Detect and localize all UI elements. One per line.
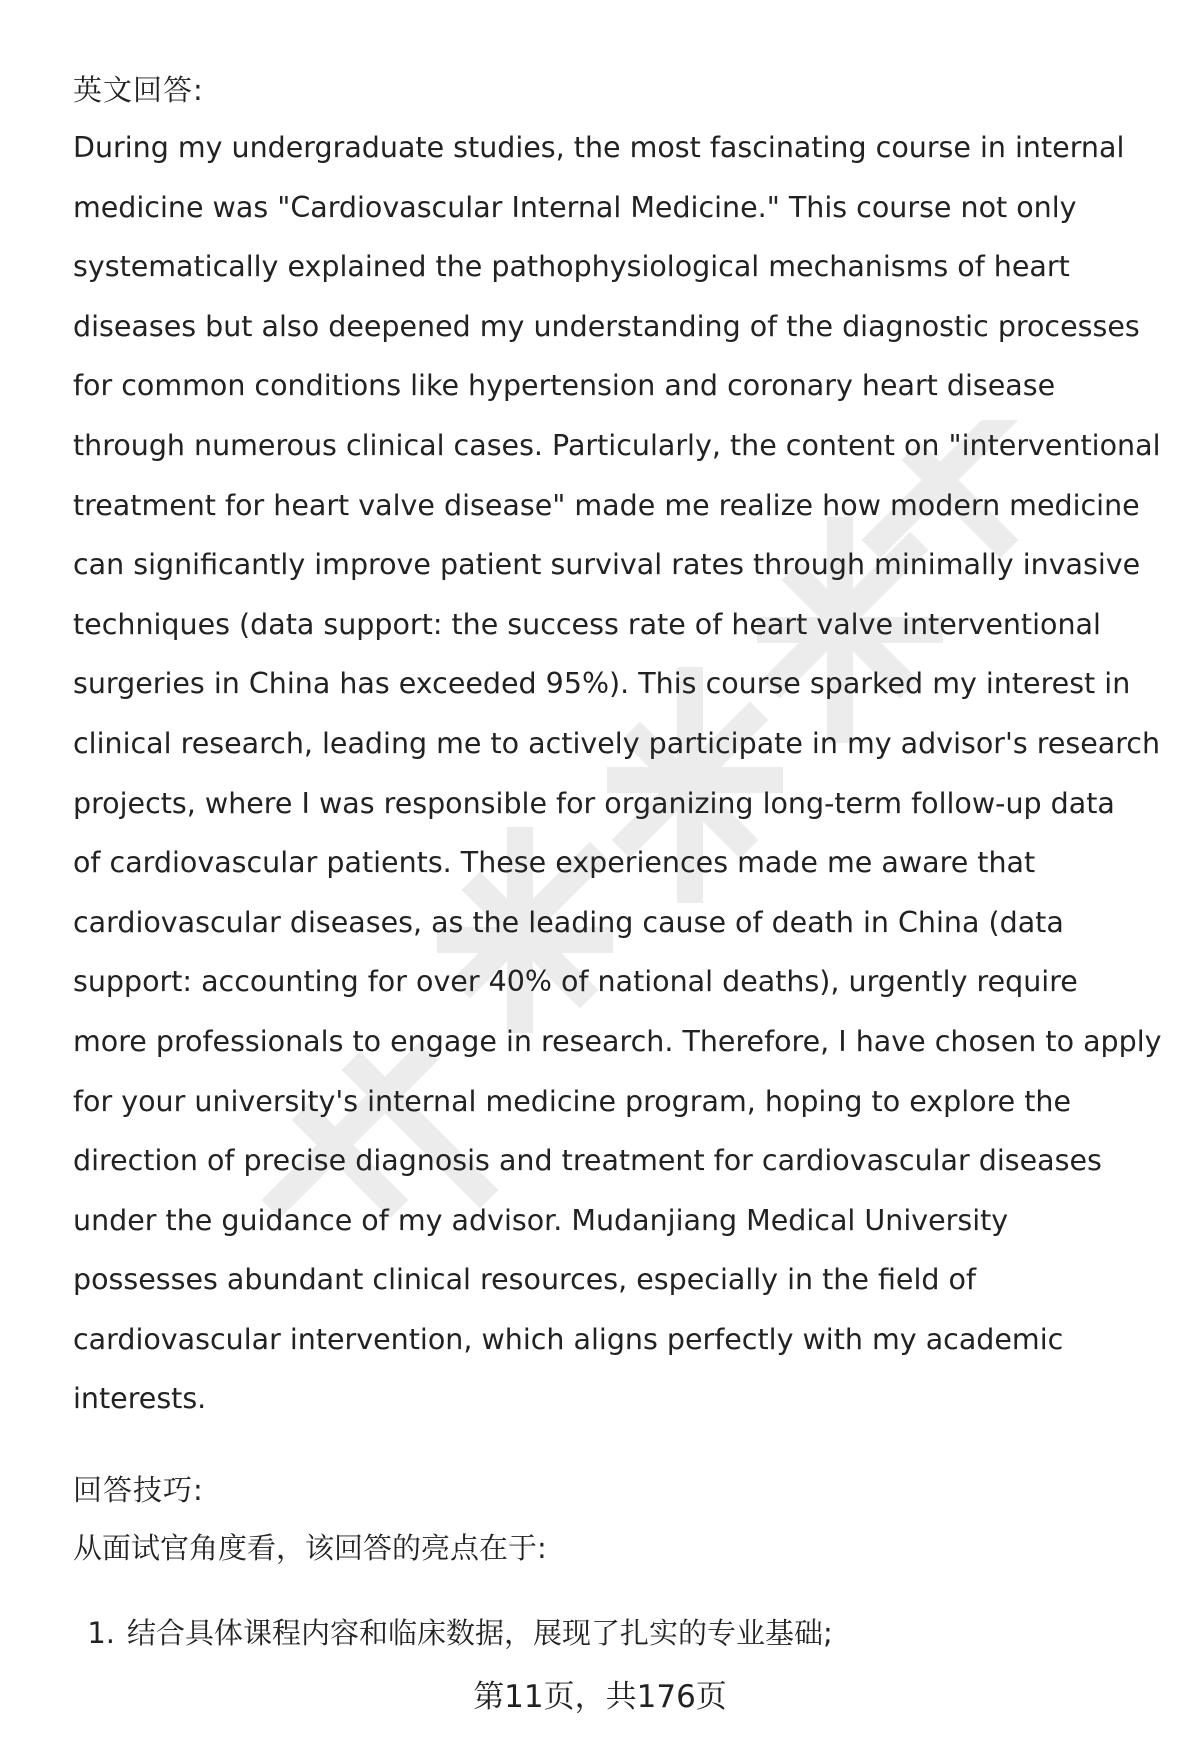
answer-line: interests. [73, 1382, 207, 1416]
answer-line: for your university's internal medicine program, hoping to explore the [73, 1084, 1072, 1118]
list-item-text: 结合具体课程内容和临床数据，展现了扎实的专业基础; [127, 1616, 833, 1650]
answer-body [73, 118, 1162, 1429]
answer-line: diseases but also deepened my understanding of the diagnostic processes [73, 309, 1140, 343]
answer-line: systematically explained the pathophysiological mechanisms of heart [73, 250, 1070, 284]
answer-line: cardiovascular diseases, as the leading cause of death in China (data [73, 905, 1064, 939]
answer-line: can significantly improve patient survival rates through minimally invasive [73, 548, 1141, 582]
tips-list [73, 1603, 1153, 1663]
answer-line: cardiovascular intervention, which aligns perfectly with my academic [73, 1322, 1064, 1356]
answer-line: possesses abundant clinical resources, especially in the field of [73, 1263, 976, 1297]
answer-section [73, 62, 1162, 1429]
answer-line: more professionals to engage in research. Therefore, I have chosen to apply [73, 1024, 1162, 1058]
answer-line: under the guidance of my advisor. Mudanjiang Medical University [73, 1203, 1009, 1237]
answer-line: of cardiovascular patients. These experiences made me aware that [73, 846, 1036, 880]
answer-line: surgeries in China has exceeded 95%). This course sparked my interest in [73, 667, 1131, 701]
answer-line: medicine was "Cardiovascular Internal Medicine." This course not only [73, 190, 1077, 224]
answer-line: direction of precise diagnosis and treatment for cardiovascular diseases [73, 1144, 1102, 1178]
answer-heading: 英文回答: [73, 73, 204, 107]
answer-line: through numerous clinical cases. Particularly, the content on "interventional [73, 428, 1161, 462]
list-item-number: 1. [87, 1616, 115, 1650]
answer-line: projects, where I was responsible for organizing long-term follow-up data [73, 786, 1115, 820]
tips-intro: 从面试官角度看，该回答的亮点在于: [73, 1531, 547, 1565]
answer-line: techniques (data support: the success rate of heart valve interventional [73, 607, 1101, 641]
answer-line: for common conditions like hypertension and coronary heart disease [73, 369, 1056, 403]
answer-line: treatment for heart valve disease" made me realize how modern medicine [73, 488, 1140, 522]
page-number: 第11页，共176页 [473, 1679, 727, 1715]
tips-heading: 回答技巧: [73, 1473, 204, 1507]
tips-section [73, 1462, 1153, 1663]
tips-list-item [73, 1603, 1153, 1663]
answer-line: During my undergraduate studies, the most fascinating course in internal [73, 131, 1125, 164]
answer-line: support: accounting for over 40% of national deaths), urgently require [73, 965, 1078, 999]
answer-line: clinical research, leading me to actively participate in my advisor's research [73, 726, 1161, 760]
